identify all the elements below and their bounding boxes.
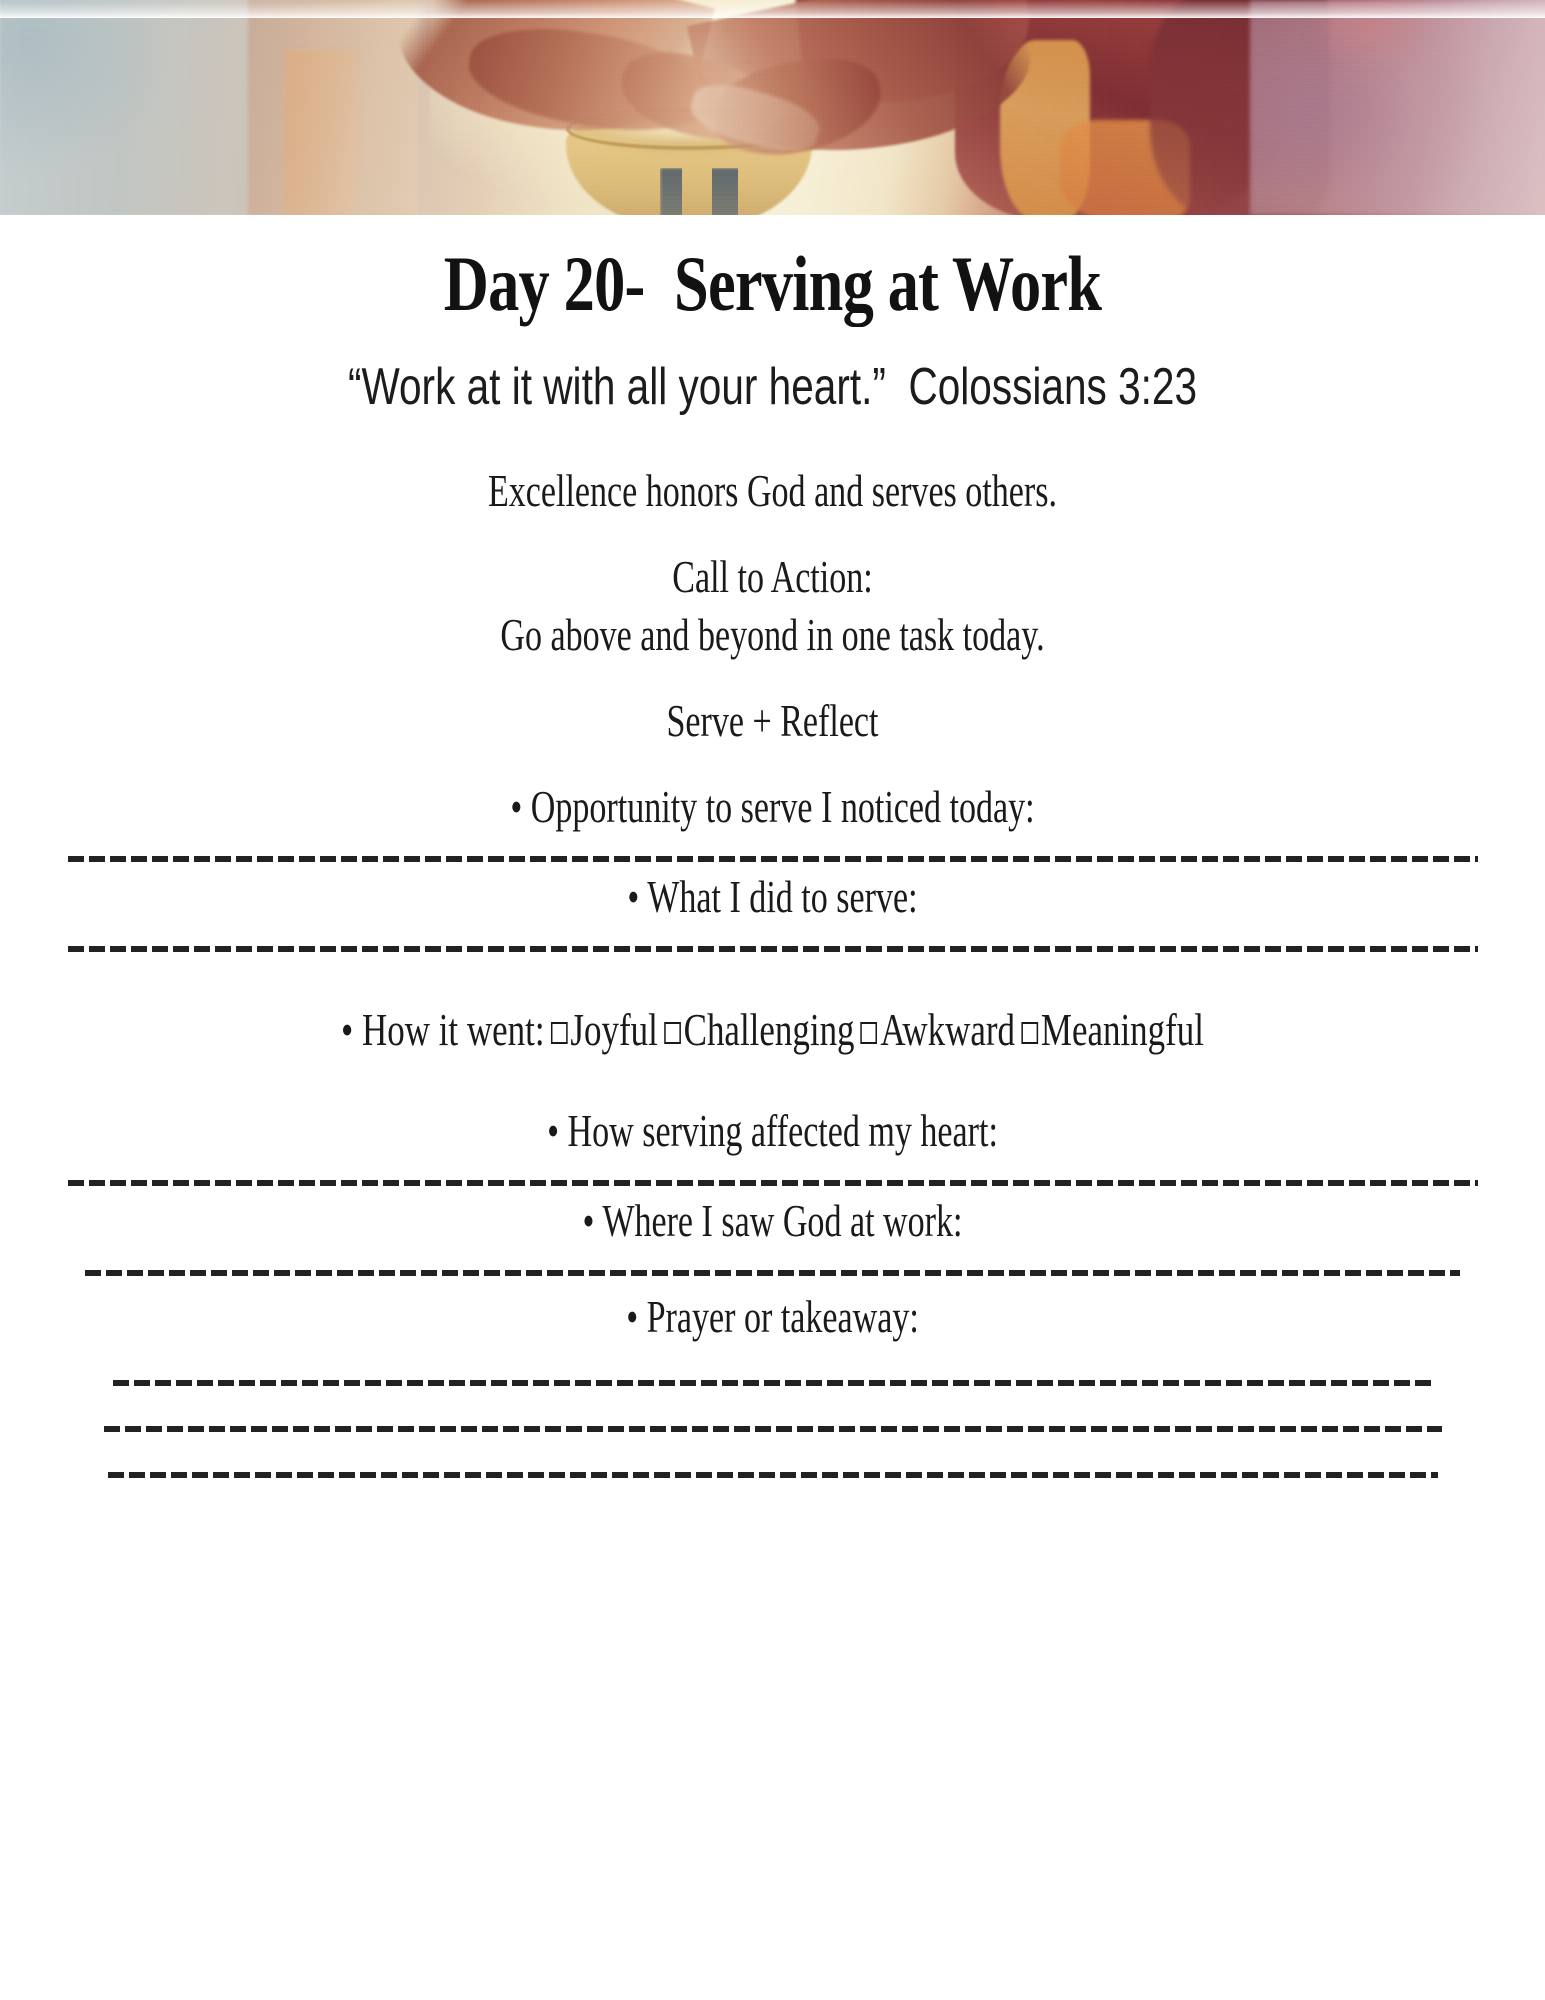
scripture-verse: “Work at it with all your heart.” Colossians 3:23: [347, 358, 1198, 416]
writing-line[interactable]: [108, 1472, 1438, 1478]
banner-bottom-fade: [0, 0, 1545, 18]
how-it-went-label: • How it went:: [341, 1004, 545, 1055]
prompt-what-i-did: • What I did to serve:: [627, 871, 918, 922]
option-label-meaningful: Meaningful: [1040, 1004, 1204, 1055]
checkbox-awkward[interactable]: [861, 1022, 878, 1044]
prompt-prayer: • Prayer or takeaway:: [626, 1291, 919, 1342]
call-to-action-heading: Call to Action:: [672, 551, 873, 602]
page-title: Day 20- Serving at Work: [443, 240, 1102, 327]
prompt-how-it-went: [185, 1004, 1359, 1055]
option-label-challenging: Challenging: [683, 1004, 855, 1055]
checkbox-joyful[interactable]: [551, 1022, 568, 1044]
worksheet-body: [0, 215, 1545, 1478]
call-to-action-text: Go above and beyond in one task today.: [500, 609, 1045, 660]
prompt-god-at-work: • Where I saw God at work:: [582, 1195, 963, 1246]
checkbox-meaningful[interactable]: [1021, 1022, 1038, 1044]
banner-paper-grain: [0, 0, 1545, 215]
prompt-heart: • How serving affected my heart:: [547, 1105, 998, 1156]
section-heading-serve-reflect: Serve + Reflect: [666, 695, 879, 746]
header-banner-image: [0, 0, 1545, 215]
prompt-opportunity: • Opportunity to serve I noticed today:: [510, 781, 1035, 832]
checkbox-challenging[interactable]: [664, 1022, 681, 1044]
option-label-joyful: Joyful: [570, 1004, 658, 1055]
option-label-awkward: Awkward: [880, 1004, 1016, 1055]
theme-statement: Excellence honors God and serves others.: [487, 465, 1058, 516]
